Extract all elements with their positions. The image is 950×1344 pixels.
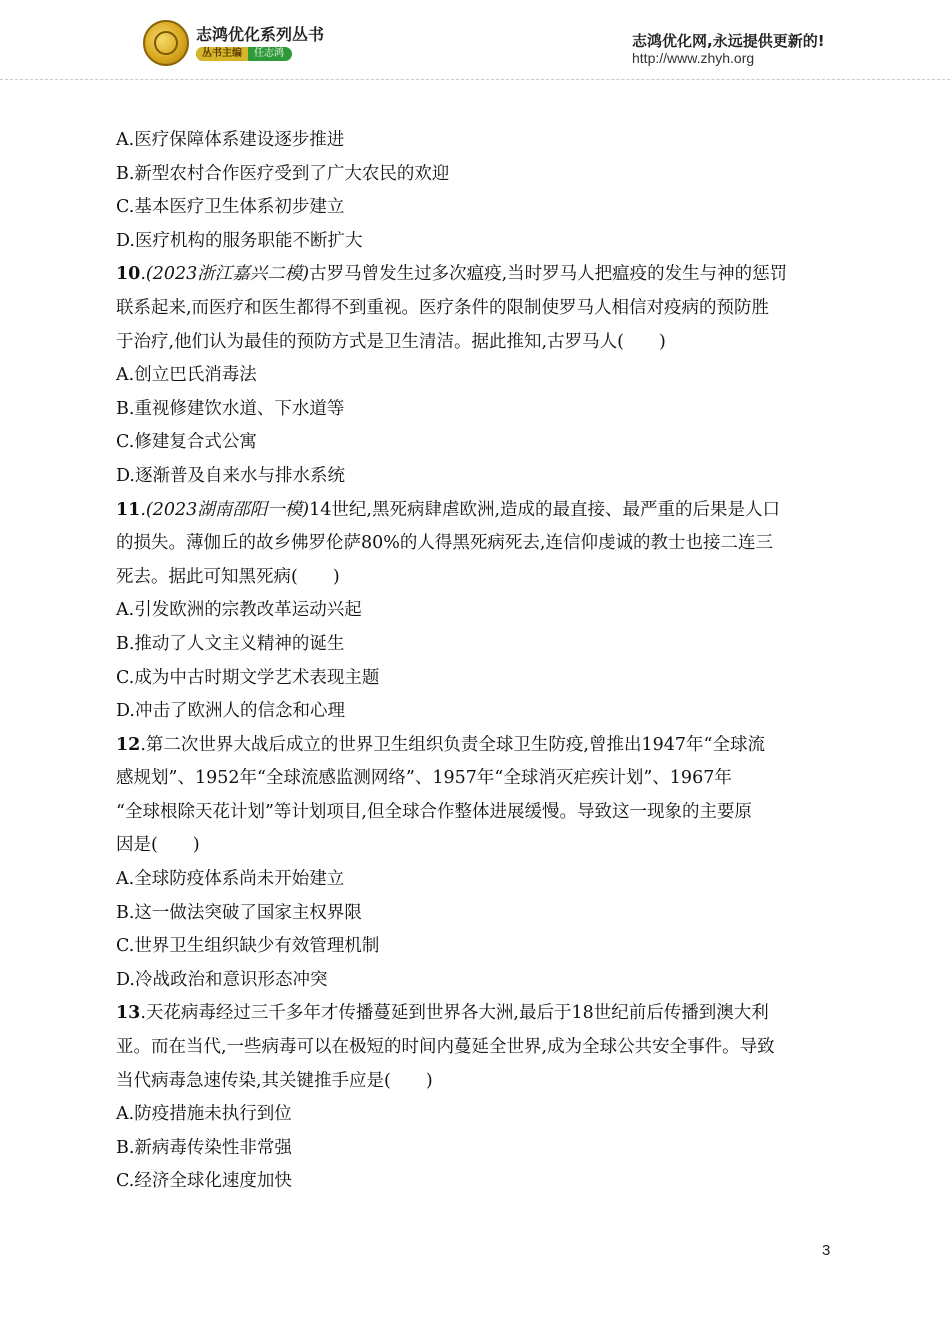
series-logo-icon <box>143 20 189 66</box>
q13-stem-line <box>116 997 836 1031</box>
q10-stem-line-2: 联系起来,而医疗和医生都得不到重视。医疗条件的限制使罗马人相信对疫病的预防胜 <box>116 297 770 318</box>
q10-stem-line-3: 于治疗,他们认为最佳的预防方式是卫生清洁。据此推知,古罗马人( ) <box>116 331 666 352</box>
q10-stem-line <box>116 258 836 292</box>
editor-badge <box>196 47 292 61</box>
q12-stem-line-4: 因是( ) <box>116 835 200 856</box>
editor-name: 任志鸿 <box>254 48 284 59</box>
q11-stem-text: 14世纪,黑死病肆虐欧洲,造成的最直接、最严重的后果是人口 <box>309 499 781 520</box>
q9-option-d: D.医疗机构的服务职能不断扩大 <box>116 230 363 251</box>
q13-option-b: B.新病毒传染性非常强 <box>116 1137 292 1158</box>
q11-option-d: D.冲击了欧洲人的信念和心理 <box>116 701 345 722</box>
q11-number: 11 <box>116 499 141 520</box>
q10-option-a: A.创立巴氏消毒法 <box>116 365 257 386</box>
q12-option-a: A.全球防疫体系尚未开始建立 <box>116 869 345 890</box>
q11-stem-line <box>116 494 836 528</box>
header-divider <box>0 79 950 80</box>
q12-option-c: C.世界卫生组织缺少有效管理机制 <box>116 936 380 957</box>
site-tagline: 志鸿优化网,永远提供更新的! <box>632 32 825 50</box>
q11-option-c: C.成为中古时期文学艺术表现主题 <box>116 667 380 688</box>
q13-stem-line-3: 当代病毒急速传染,其关键推手应是( ) <box>116 1070 433 1091</box>
page-number: 3 <box>822 1242 831 1259</box>
q10-stem-text: 古罗马曾发生过多次瘟疫,当时罗马人把瘟疫的发生与神的惩罚 <box>309 264 788 285</box>
site-url-link[interactable]: http://www.zhyh.org <box>632 50 755 66</box>
q12-option-b: B.这一做法突破了国家主权界限 <box>116 902 362 923</box>
q11-option-a: A.引发欧洲的宗教改革运动兴起 <box>116 600 362 621</box>
q12-number: 12 <box>116 734 141 755</box>
q10-option-c: C.修建复合式公寓 <box>116 432 257 453</box>
q10-source: .(2023浙江嘉兴二模) <box>140 264 310 285</box>
q9-option-b: B.新型农村合作医疗受到了广大农民的欢迎 <box>116 163 450 184</box>
q10-number: 10 <box>116 264 141 285</box>
q13-option-c: C.经济全球化速度加快 <box>116 1171 292 1192</box>
q13-stem-text: .天花病毒经过三千多年才传播蔓延到世界各大洲,最后于18世纪前后传播到澳大利 <box>140 1003 769 1024</box>
series-title: 志鸿优化系列丛书 <box>196 25 325 44</box>
editor-label: 丛书主编 <box>196 47 248 61</box>
q13-number: 13 <box>116 1003 141 1024</box>
q9-option-a: A.医疗保障体系建设逐步推进 <box>116 130 345 150</box>
q12-stem-line-3: “全球根除天花计划”等计划项目,但全球合作整体进展缓慢。导致这一现象的主要原 <box>116 801 752 822</box>
q12-stem-line-2: 感规划”、1952年“全球流感监测网络”、1957年“全球消灭疟疾计划”、1967年 <box>116 768 732 789</box>
q10-option-b: B.重视修建饮水道、下水道等 <box>116 398 345 419</box>
page-header <box>0 0 950 80</box>
q12-stem-line <box>116 729 836 763</box>
q11-stem-line-3: 死去。据此可知黑死病( ) <box>116 566 340 587</box>
q13-stem-line-2: 亚。而在当代,一些病毒可以在极短的时间内蔓延全世界,成为全球公共安全事件。导致 <box>116 1037 775 1058</box>
q11-source: .(2023湖南邵阳一模) <box>140 499 310 520</box>
q13-option-a: A.防疫措施未执行到位 <box>116 1104 292 1125</box>
q12-stem-text: .第二次世界大战后成立的世界卫生组织负责全球卫生防疫,曾推出1947年“全球流 <box>140 734 765 755</box>
q12-option-d: D.冷战政治和意识形态冲突 <box>116 969 328 990</box>
q11-option-b: B.推动了人文主义精神的诞生 <box>116 633 345 654</box>
q10-option-d: D.逐渐普及自来水与排水系统 <box>116 465 345 486</box>
q9-option-c: C.基本医疗卫生体系初步建立 <box>116 197 345 218</box>
q11-stem-line-2: 的损失。薄伽丘的故乡佛罗伦萨80%的人得黑死病死去,连信仰虔诚的教士也接二连三 <box>116 533 773 554</box>
question-content <box>116 124 836 1199</box>
